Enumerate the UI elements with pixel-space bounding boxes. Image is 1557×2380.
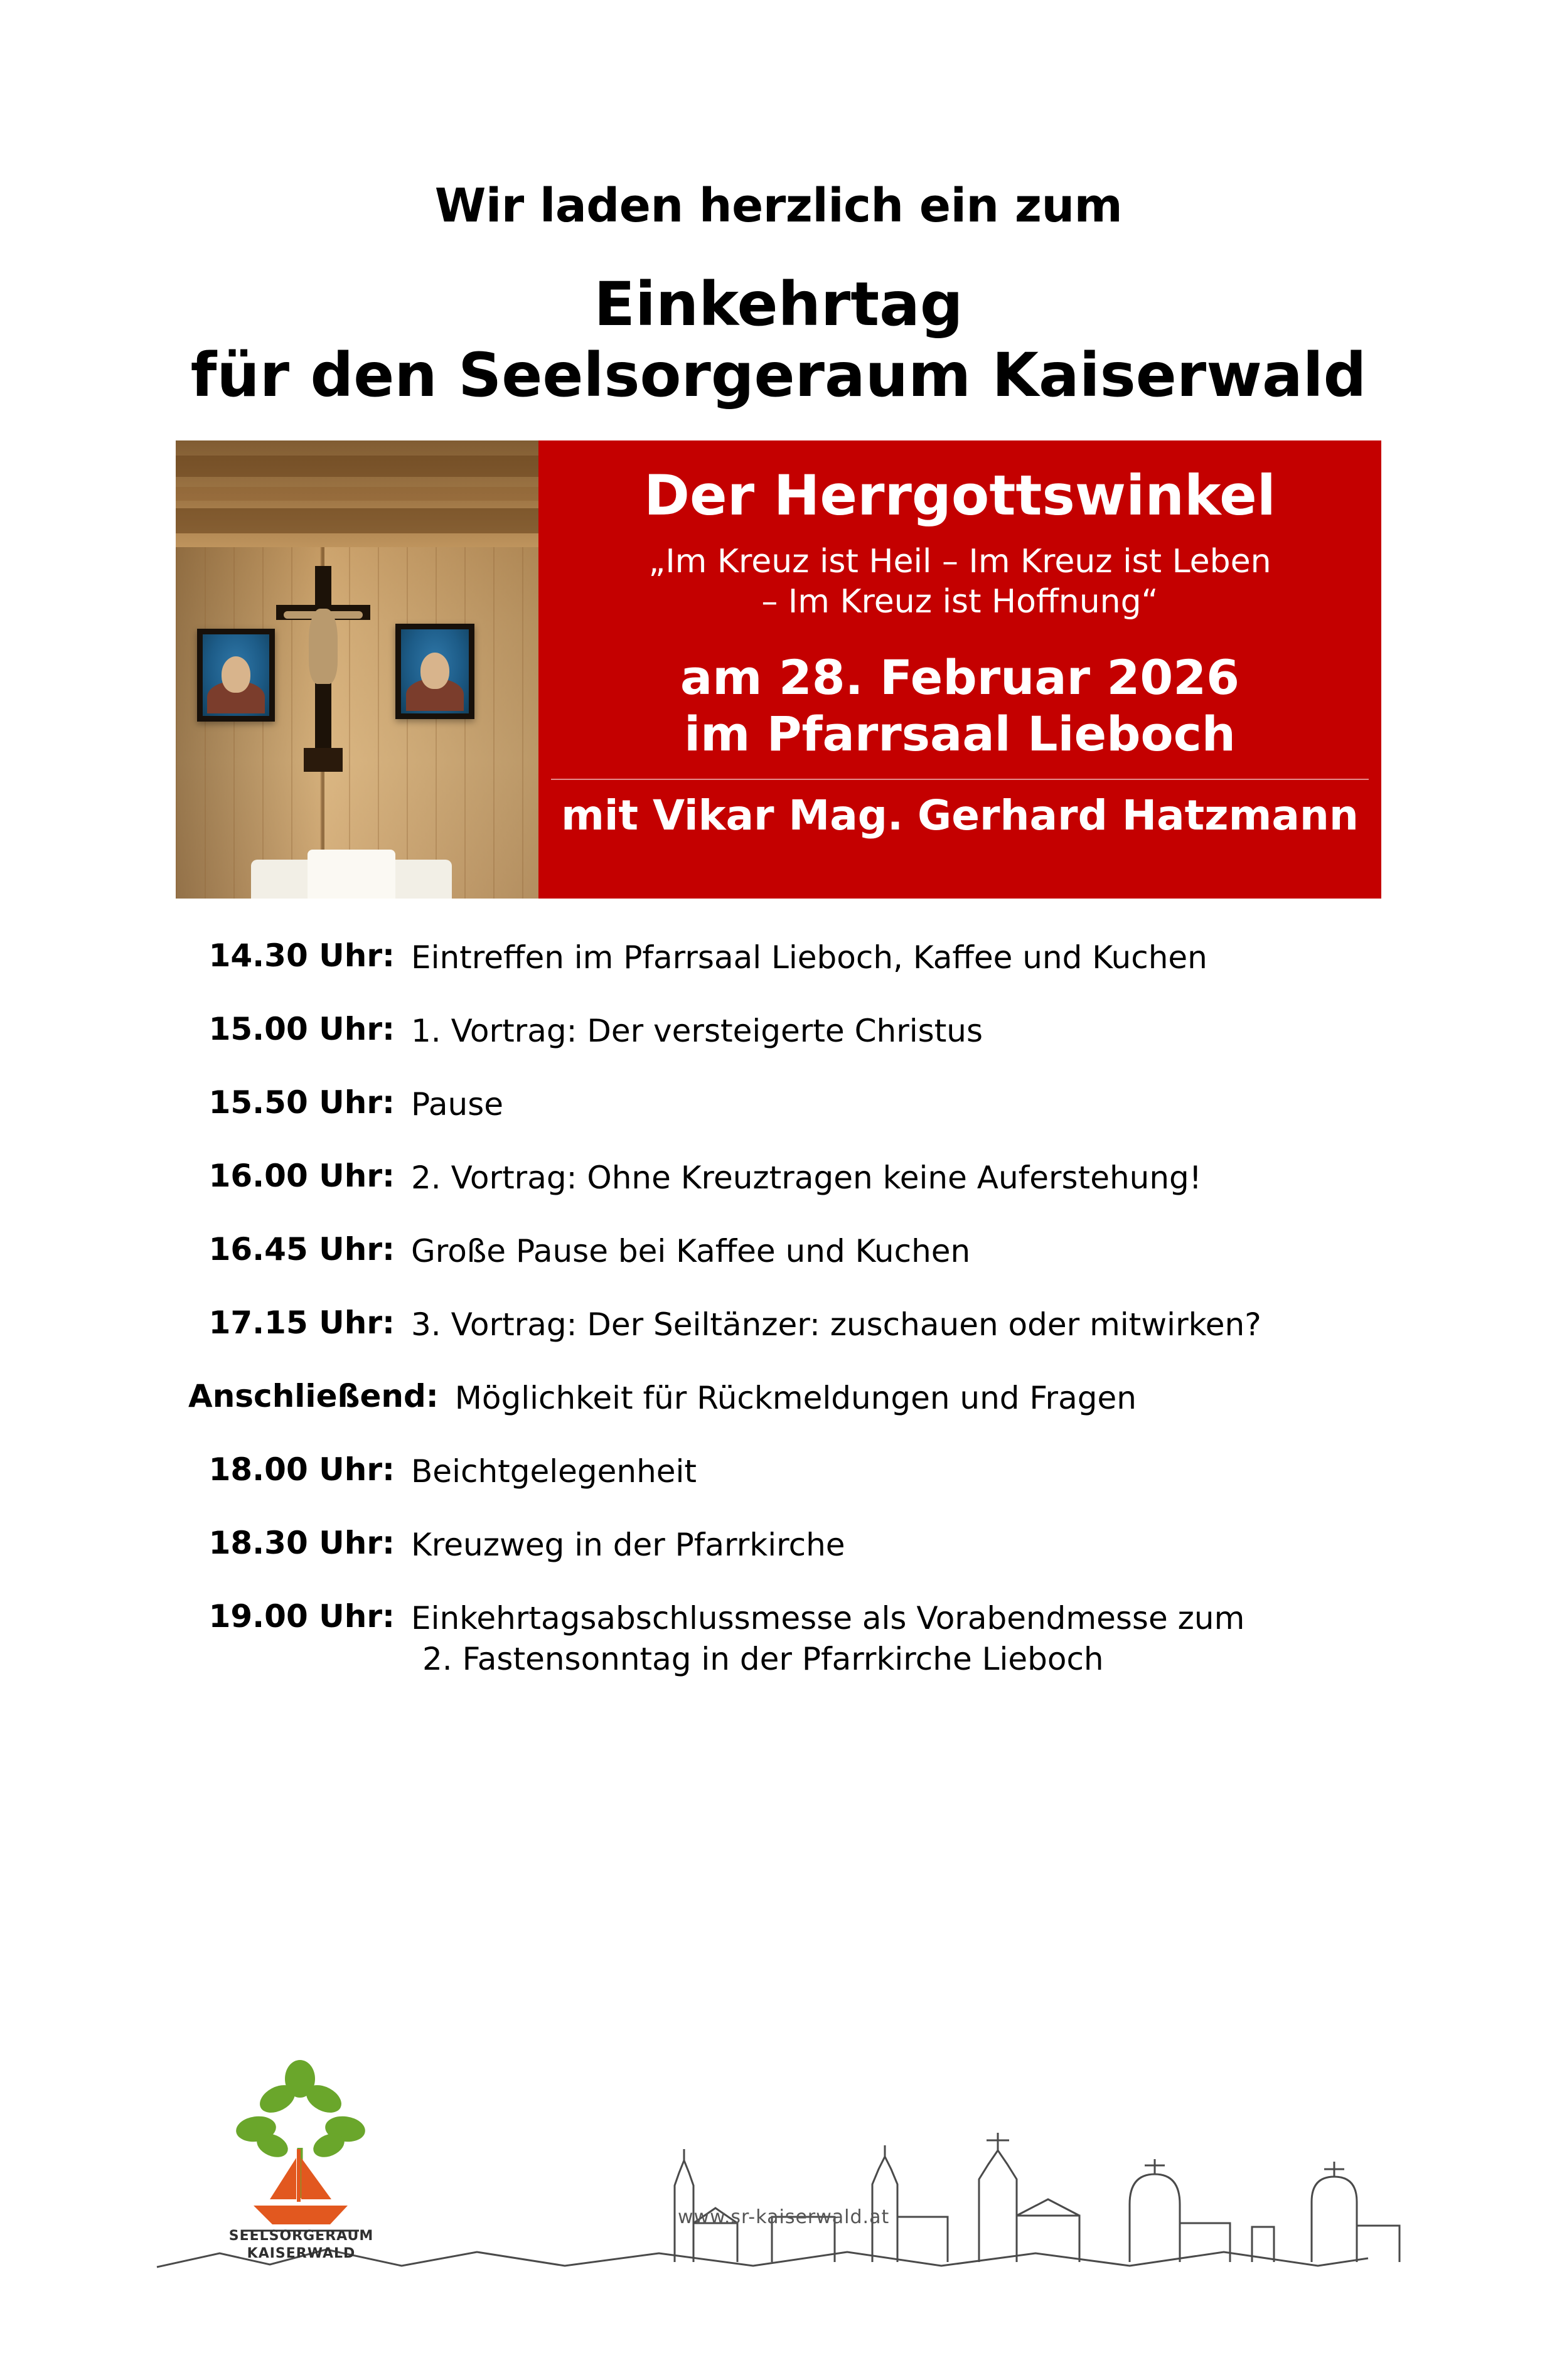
schedule-row [188, 1378, 1369, 1419]
picture-canvas [401, 629, 469, 713]
poster-page [0, 179, 1557, 2380]
wood-planks [176, 547, 538, 899]
ceiling-beam [176, 508, 538, 533]
figure-face [222, 656, 250, 693]
logo-line-1: SEELSORGERAUM [228, 2228, 374, 2244]
schedule-row [188, 1451, 1369, 1492]
invitation-line: Wir laden herzlich ein zum [434, 179, 1123, 233]
schedule-time: 15.50 Uhr: [208, 1084, 395, 1121]
divider [551, 779, 1369, 780]
schedule-desc: 1. Vortrag: Der versteigerte Christus [411, 1012, 983, 1049]
schedule-desc: Pause [411, 1086, 504, 1123]
banner-date-line1: am 28. Februar 2026 [680, 649, 1240, 706]
schedule-row [188, 1305, 1369, 1345]
schedule-time: 14.30 Uhr: [208, 937, 395, 974]
table-cloth [308, 850, 395, 899]
framed-picture-left [197, 629, 275, 722]
footer-artwork [0, 2016, 1557, 2286]
schedule-list [188, 937, 1369, 1680]
banner-headline: Der Herrgottswinkel [644, 462, 1276, 528]
schedule-desc-wrap [411, 1598, 1369, 1680]
website-url[interactable]: www.sr-kaiserwald.at [678, 2206, 890, 2228]
schedule-desc-line2: 2. Fastensonntag in der Pfarrkirche Lieboch [422, 1640, 1104, 1677]
schedule-time: 18.30 Uhr: [208, 1524, 395, 1561]
schedule-row [188, 1011, 1369, 1052]
corpus-figure [309, 609, 338, 684]
schedule-desc: Beichtgelegenheit [411, 1453, 697, 1490]
ceiling-beam [176, 456, 538, 477]
banner-quote-line1: „Im Kreuz ist Heil – Im Kreuz ist Leben [648, 543, 1271, 581]
schedule-desc: Eintreffen im Pfarrsaal Lieboch, Kaffee und Kuchen [411, 939, 1207, 976]
banner-quote-line2: – Im Kreuz ist Hoffnung“ [761, 582, 1158, 621]
framed-picture-right [395, 624, 474, 719]
schedule-desc: Kreuzweg in der Pfarrkirche [411, 1526, 845, 1563]
schedule-row [188, 1231, 1369, 1272]
schedule-time: 16.00 Uhr: [208, 1157, 395, 1194]
figure-face [420, 653, 449, 689]
schedule-row [188, 1084, 1369, 1125]
red-info-box [538, 440, 1381, 899]
schedule-desc: 3. Vortrag: Der Seiltänzer: zuschauen oder mitwirken? [411, 1306, 1261, 1343]
schedule-desc: Möglichkeit für Rückmeldungen und Fragen [454, 1379, 1137, 1416]
schedule-time: 18.00 Uhr: [208, 1451, 395, 1488]
herrgottswinkel-photo [176, 440, 538, 899]
logo-line-2: KAISERWALD [247, 2245, 356, 2261]
leaf-icon [235, 2060, 367, 2162]
sailboat-icon [254, 2149, 348, 2224]
schedule-time: 16.45 Uhr: [208, 1230, 395, 1267]
seelsorgeraum-logo [207, 2041, 395, 2248]
schedule-row [188, 1158, 1369, 1198]
schedule-row [188, 937, 1369, 978]
ceiling-beam [176, 487, 538, 501]
logo-wordmark [207, 2228, 395, 2262]
schedule-time: Anschließend: [188, 1377, 439, 1414]
schedule-desc: Große Pause bei Kaffee und Kuchen [411, 1232, 971, 1269]
picture-canvas [203, 634, 269, 716]
banner-venue-line: im Pfarrsaal Lieboch [684, 705, 1236, 762]
schedule-desc: 2. Vortrag: Ohne Kreuztragen keine Auferstehung! [411, 1159, 1202, 1196]
crucifix-base [304, 748, 343, 772]
schedule-row [188, 1525, 1369, 1566]
schedule-desc: Einkehrtagsabschlussmesse als Vorabendmesse zum [411, 1599, 1245, 1636]
page-title: Einkehrtag [594, 269, 963, 339]
banner-quote [551, 542, 1369, 622]
schedule-time: 15.00 Uhr: [208, 1010, 395, 1047]
schedule-time: 17.15 Uhr: [208, 1304, 395, 1341]
banner-date [551, 649, 1369, 762]
schedule-time: 19.00 Uhr: [208, 1598, 395, 1635]
schedule-row [188, 1598, 1369, 1680]
banner-speaker: mit Vikar Mag. Gerhard Hatzmann [561, 791, 1359, 840]
banner-row [176, 440, 1381, 899]
page-subtitle: für den Seelsorgeraum Kaiserwald [190, 340, 1367, 411]
